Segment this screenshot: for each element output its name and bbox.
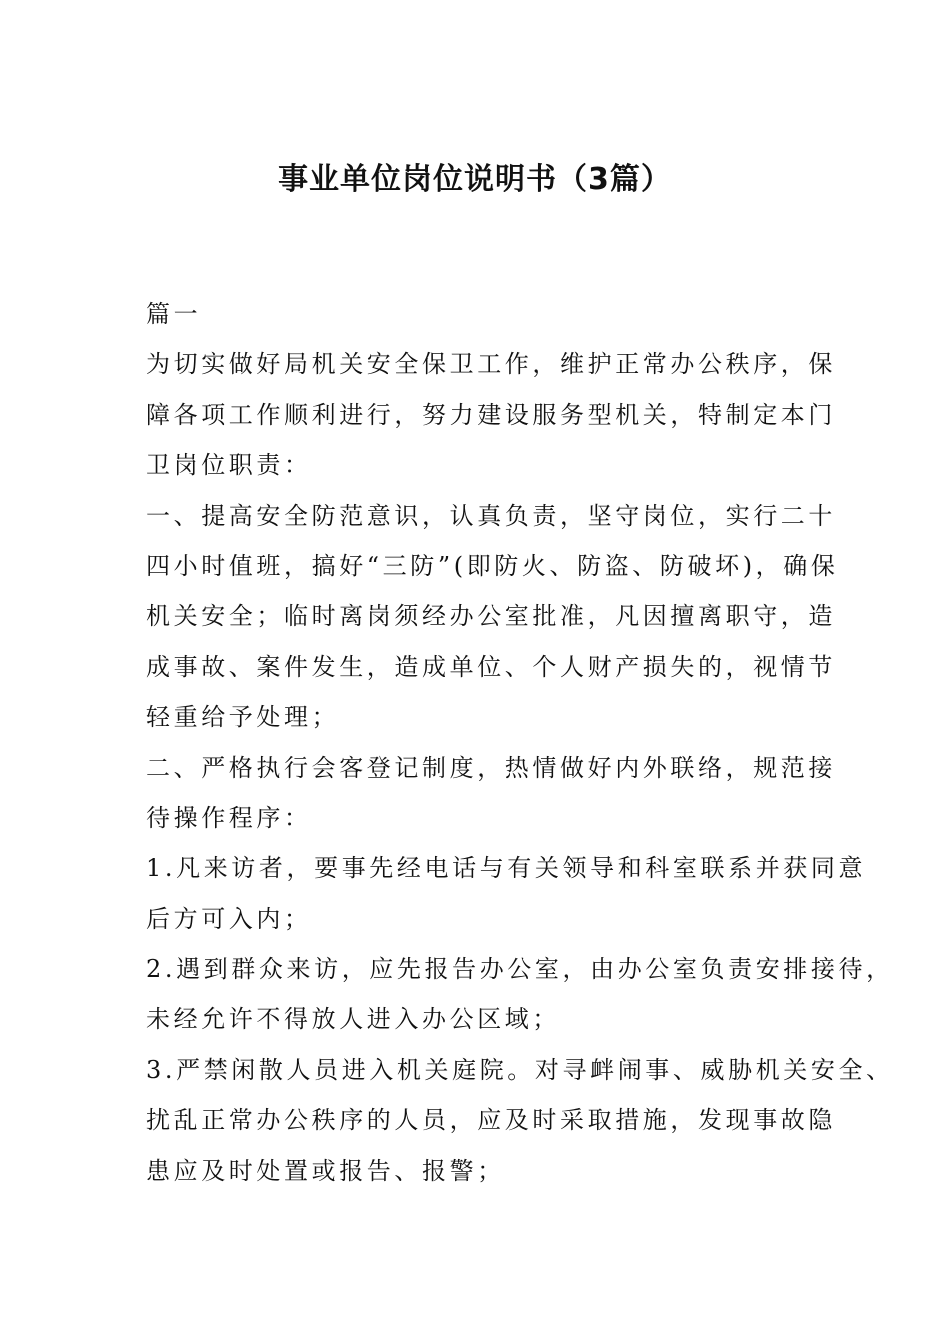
section-heading: 篇一 <box>146 300 202 328</box>
paragraph-line: 为切实做好局机关安全保卫工作，维护正常办公秩序，保 <box>146 350 836 379</box>
document-title: 事业单位岗位说明书（3篇） <box>278 162 672 197</box>
paragraph-line: 2.遇到群众来访，应先报告办公室，由办公室负责安排接待， <box>146 955 894 984</box>
paragraph-line: 3.严禁闲散人员进入机关庭院。对寻衅闹事、威胁机关安全、 <box>146 1055 894 1084</box>
paragraph-line: 待操作程序： <box>146 803 312 832</box>
paragraph-line: 1.凡来访者，要事先经电话与有关领导和科室联系并获同意 <box>146 854 867 883</box>
paragraph-line: 二、严格执行会客登记制度，热情做好内外联络，规范接 <box>146 753 836 782</box>
document-body <box>146 289 894 1196</box>
paragraph-line: 扰乱正常办公秩序的人员，应及时采取措施，发现事故隐 <box>146 1106 836 1135</box>
paragraph-line: 障各项工作顺利进行，努力建设服务型机关，特制定本门 <box>146 400 836 429</box>
paragraph-line: 后方可入内； <box>146 904 312 933</box>
paragraph-line: 卫岗位职责： <box>146 451 312 480</box>
paragraph-line: 未经允许不得放人进入办公区域； <box>146 1005 560 1034</box>
paragraph-line: 患应及时处置或报告、报警； <box>146 1156 505 1185</box>
paragraph-line: 一、提高安全防范意识，认真负责，坚守岗位，实行二十 <box>146 501 836 530</box>
paragraph-line: 四小时值班，搞好“三防”(即防火、防盗、防破坏)，确保 <box>146 551 839 580</box>
paragraph-line: 成事故、案件发生，造成单位、个人财产损失的，视情节 <box>146 652 836 681</box>
paragraph-line: 轻重给予处理； <box>146 703 340 732</box>
paragraph-line: 机关安全；临时离岗须经办公室批准，凡因擅离职守，造 <box>146 602 836 631</box>
